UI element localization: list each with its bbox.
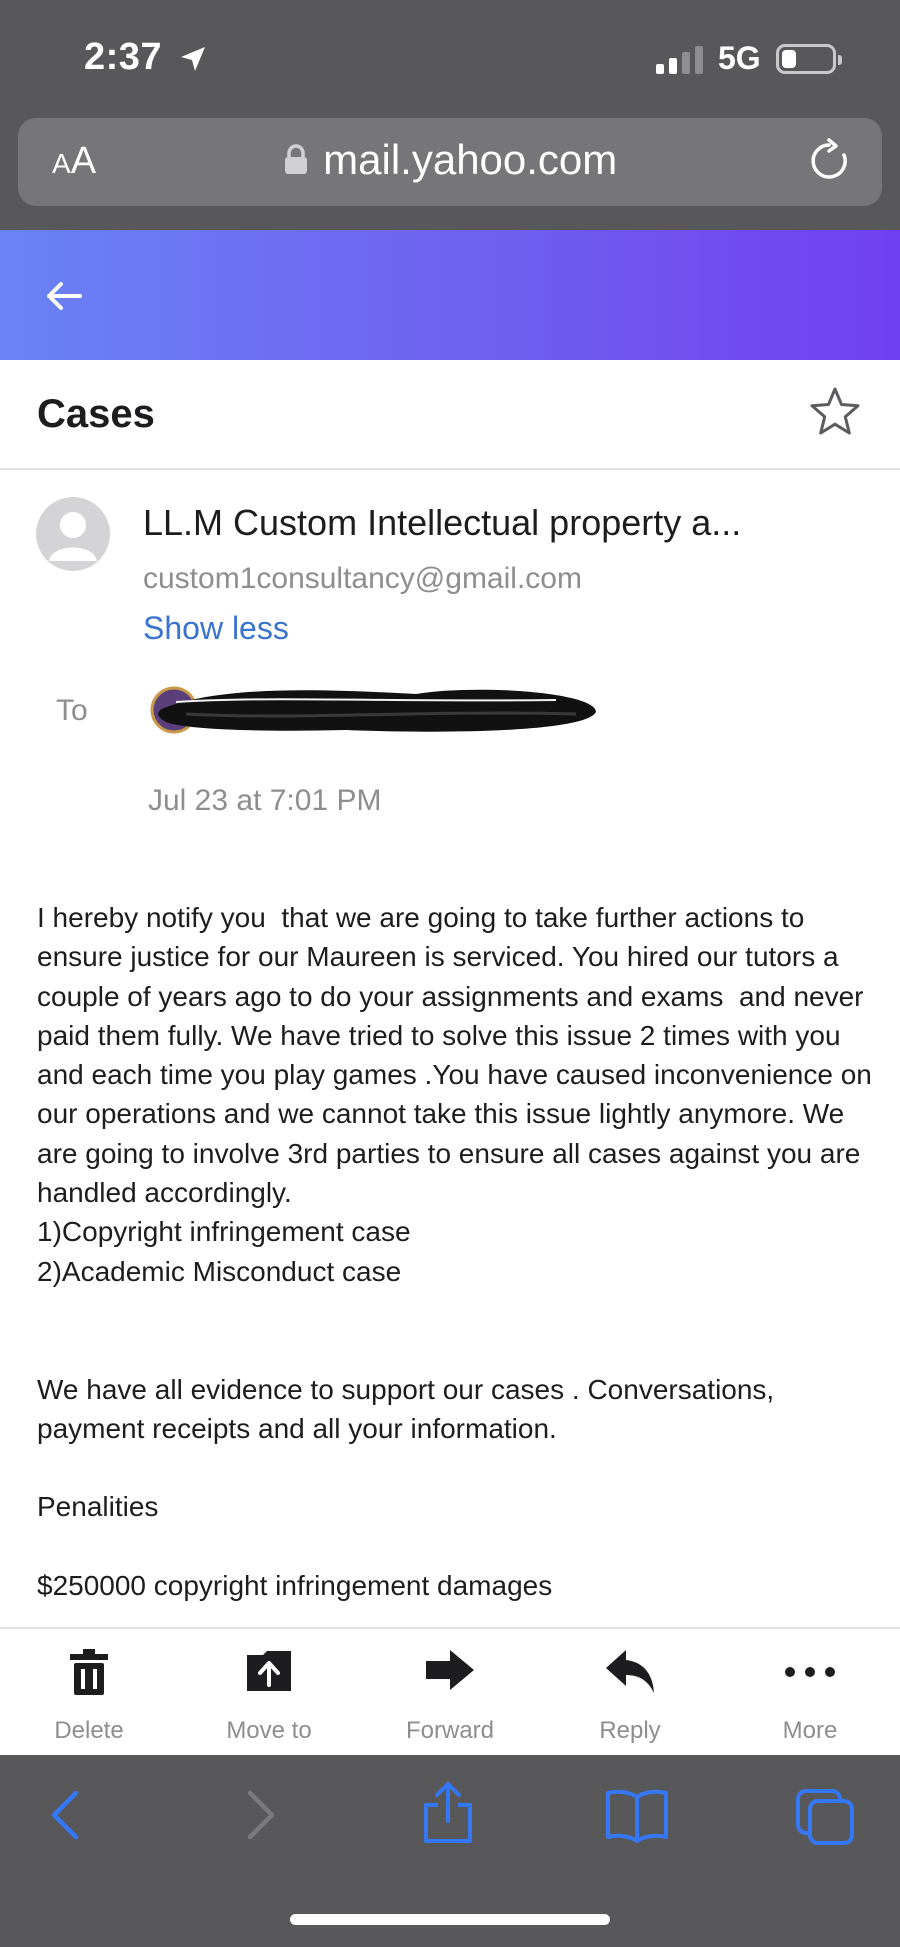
home-indicator <box>290 1914 610 1925</box>
email-subject: Cases <box>37 392 155 436</box>
mail-header-bar <box>0 230 900 360</box>
more-label: More <box>782 1717 838 1744</box>
lock-icon <box>283 144 309 176</box>
delete-label: Delete <box>54 1717 124 1744</box>
location-arrow-icon <box>178 44 208 74</box>
more-dots-icon <box>783 1647 837 1697</box>
tabs-icon[interactable] <box>794 1787 856 1847</box>
text-size-button[interactable]: AA <box>52 140 97 182</box>
redacted-recipient <box>146 680 606 740</box>
email-date: Jul 23 at 7:01 PM <box>148 784 382 817</box>
url-text: mail.yahoo.com <box>323 136 618 183</box>
more-button[interactable] <box>730 1629 890 1757</box>
back-arrow-icon[interactable] <box>44 276 84 316</box>
trash-icon <box>68 1647 110 1697</box>
avatar <box>36 497 110 571</box>
move-to-folder-icon <box>245 1647 293 1693</box>
reply-arrow-icon <box>604 1647 656 1697</box>
to-label: To <box>56 694 88 727</box>
ios-status-and-address-area <box>0 0 900 230</box>
back-chevron-icon[interactable] <box>46 1787 86 1843</box>
status-time: 2:37 <box>84 36 163 78</box>
forward-arrow-icon <box>424 1647 476 1693</box>
bookmarks-icon[interactable] <box>604 1787 670 1843</box>
star-icon[interactable] <box>808 386 862 438</box>
forward-chevron-icon[interactable] <box>240 1787 280 1843</box>
forward-label: Forward <box>405 1717 495 1744</box>
reply-label: Reply <box>599 1717 661 1744</box>
move-to-label: Move to <box>226 1717 312 1744</box>
person-icon <box>36 497 110 571</box>
forward-button[interactable] <box>370 1629 530 1757</box>
share-icon[interactable] <box>420 1781 476 1845</box>
reply-button[interactable] <box>550 1629 710 1757</box>
subject-row <box>0 360 900 470</box>
delete-button[interactable] <box>9 1629 169 1757</box>
show-less-link[interactable]: Show less <box>143 610 289 646</box>
battery-icon <box>776 44 836 74</box>
move-to-button[interactable] <box>189 1629 349 1757</box>
mail-action-toolbar <box>0 1627 900 1755</box>
email-body: I hereby notify you that we are going to take further actions to ensure justice for our Maureen is serviced. You hired our tutors a couple of years ago to do your assignments and exams and never paid them fully. We have tried to solve this issue 2 times with you and each time you play games .You have caused inconvenience on our operations and we cannot take this issue lightly anymore. We are going to involve 3rd parties to ensure all cases against you are handled accordingly. 1)Copyright infringement case 2)Academic Misconduct case We have all evidence to support our cases . Conversations, payment receipts and all your information. Penalities $250000 copyright infringement damages <box>37 902 872 1602</box>
network-type: 5G <box>718 40 761 76</box>
signal-icon <box>656 44 703 74</box>
sender-email: custom1consultancy@gmail.com <box>143 562 582 595</box>
url-field[interactable] <box>18 136 882 184</box>
sender-name: LL.M Custom Intellectual property a... <box>143 502 742 543</box>
address-bar[interactable] <box>18 118 882 206</box>
reload-icon[interactable] <box>806 138 852 184</box>
